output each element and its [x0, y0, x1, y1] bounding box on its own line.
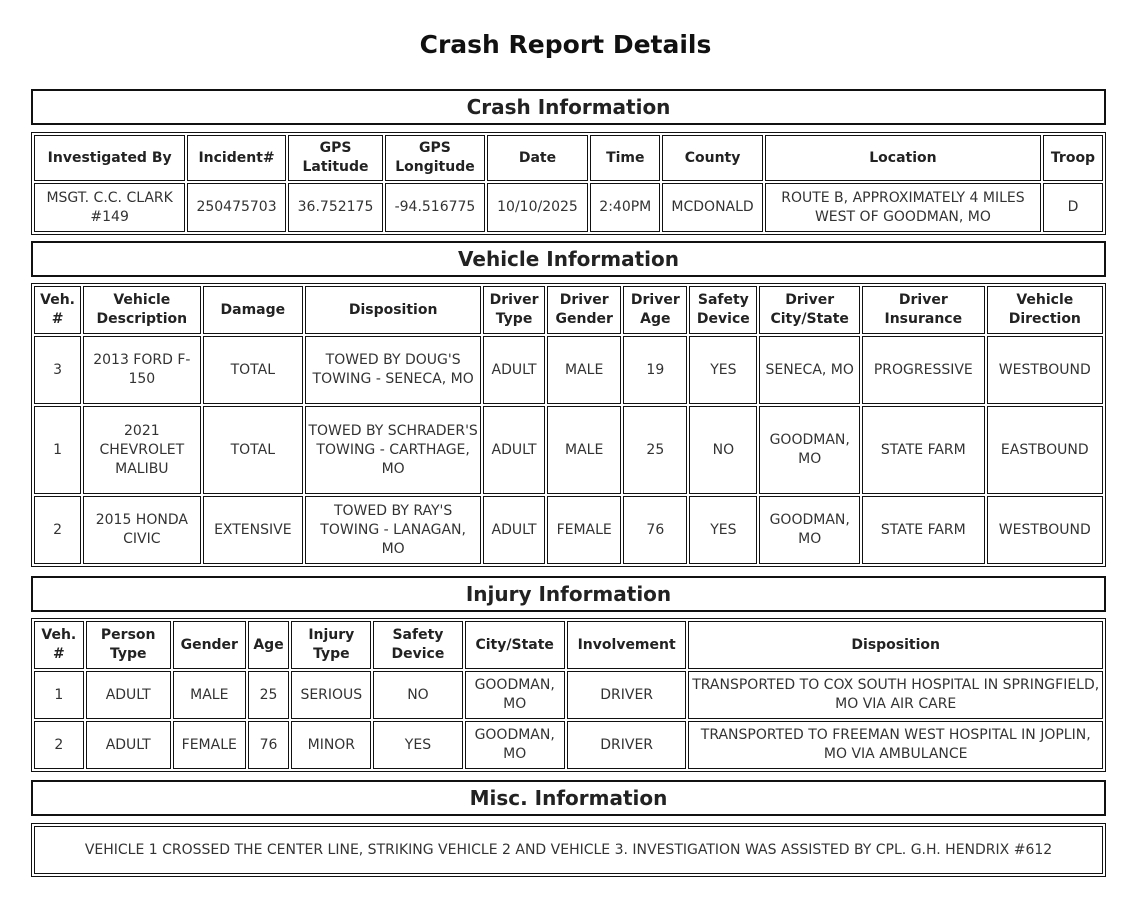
table-cell: -94.516775 — [385, 183, 485, 232]
table-cell: ADULT — [86, 671, 171, 719]
table-cell: 250475703 — [187, 183, 285, 232]
vehicle-header-cell: Driver Age — [623, 286, 687, 334]
crash-header-cell: Date — [487, 135, 589, 181]
table-cell: EASTBOUND — [987, 406, 1103, 494]
crash-header-row — [34, 135, 1103, 181]
vehicle-information-table — [31, 283, 1106, 567]
vehicle-header-cell: Vehicle Description — [83, 286, 200, 334]
table-cell: GOODMAN, MO — [465, 671, 565, 719]
injury-header-cell: Person Type — [86, 621, 171, 669]
table-cell: 76 — [623, 496, 687, 564]
crash-header-cell: GPS Latitude — [288, 135, 383, 181]
injury-header-row — [34, 621, 1103, 669]
table-cell: DRIVER — [567, 721, 687, 769]
injury-header-cell: Involvement — [567, 621, 687, 669]
table-cell: GOODMAN, MO — [465, 721, 565, 769]
table-cell: MALE — [547, 336, 621, 404]
table-row — [34, 336, 1103, 404]
vehicle-header-cell: Vehicle Direction — [987, 286, 1103, 334]
injury-header-cell: Disposition — [688, 621, 1103, 669]
table-cell: ROUTE B, APPROXIMATELY 4 MILES WEST OF GOODMAN, MO — [765, 183, 1041, 232]
table-cell: TOWED BY DOUG'S TOWING - SENECA, MO — [305, 336, 481, 404]
table-cell: NO — [689, 406, 757, 494]
table-cell: YES — [689, 496, 757, 564]
table-cell: EXTENSIVE — [203, 496, 304, 564]
table-row — [34, 406, 1103, 494]
vehicle-header-cell: Damage — [203, 286, 304, 334]
crash-header-cell: Time — [590, 135, 660, 181]
table-cell: GOODMAN, MO — [759, 496, 860, 564]
table-cell: MALE — [547, 406, 621, 494]
table-cell: 2:40PM — [590, 183, 660, 232]
table-cell: 2015 HONDA CIVIC — [83, 496, 200, 564]
table-cell: MINOR — [291, 721, 371, 769]
table-cell: 76 — [248, 721, 290, 769]
table-cell: TOTAL — [203, 406, 304, 494]
vehicle-information-header: Vehicle Information — [31, 241, 1106, 277]
page-title: Crash Report Details — [419, 30, 712, 59]
table-cell: 3 — [34, 336, 81, 404]
injury-header-cell: Age — [248, 621, 290, 669]
injury-information-table — [31, 618, 1106, 772]
table-row — [34, 183, 1103, 232]
table-cell: MSGT. C.C. CLARK #149 — [34, 183, 185, 232]
table-cell: 1 — [34, 671, 84, 719]
table-cell: FEMALE — [173, 721, 246, 769]
table-cell: WESTBOUND — [987, 496, 1103, 564]
crash-header-cell: Investigated By — [34, 135, 185, 181]
vehicle-header-cell: Driver Insurance — [862, 286, 985, 334]
vehicle-header-cell: Veh. # — [34, 286, 81, 334]
table-cell: 2 — [34, 496, 81, 564]
table-cell: SERIOUS — [291, 671, 371, 719]
table-cell: TRANSPORTED TO COX SOUTH HOSPITAL IN SPRINGFIELD, MO VIA AIR CARE — [688, 671, 1103, 719]
injury-header-cell: Gender — [173, 621, 246, 669]
injury-information-header: Injury Information — [31, 576, 1106, 612]
table-cell: ADULT — [483, 406, 545, 494]
table-cell: 2021 CHEVROLET MALIBU — [83, 406, 200, 494]
table-cell: NO — [373, 671, 462, 719]
table-cell: STATE FARM — [862, 496, 985, 564]
table-cell: PROGRESSIVE — [862, 336, 985, 404]
table-cell: ADULT — [483, 336, 545, 404]
vehicle-header-row — [34, 286, 1103, 334]
misc-information-header: Misc. Information — [31, 780, 1106, 816]
table-cell: TOWED BY SCHRADER'S TOWING - CARTHAGE, MO — [305, 406, 481, 494]
crash-header-cell: GPS Longitude — [385, 135, 485, 181]
crash-information-header: Crash Information — [31, 89, 1106, 125]
injury-header-cell: Injury Type — [291, 621, 371, 669]
misc-information-table — [31, 823, 1106, 877]
table-cell: 2 — [34, 721, 84, 769]
table-cell: D — [1043, 183, 1103, 232]
table-cell: DRIVER — [567, 671, 687, 719]
table-cell: 1 — [34, 406, 81, 494]
injury-header-cell: Veh. # — [34, 621, 84, 669]
table-cell: FEMALE — [547, 496, 621, 564]
table-cell: YES — [373, 721, 462, 769]
table-cell: TOTAL — [203, 336, 304, 404]
table-cell: 36.752175 — [288, 183, 383, 232]
table-cell: 10/10/2025 — [487, 183, 589, 232]
table-cell: SENECA, MO — [759, 336, 860, 404]
table-row — [34, 721, 1103, 769]
vehicle-header-cell: Driver Gender — [547, 286, 621, 334]
crash-header-cell: Incident# — [187, 135, 285, 181]
table-cell: 25 — [623, 406, 687, 494]
vehicle-header-cell: Safety Device — [689, 286, 757, 334]
table-row — [34, 496, 1103, 564]
table-cell: MCDONALD — [662, 183, 763, 232]
table-cell: TOWED BY RAY'S TOWING - LANAGAN, MO — [305, 496, 481, 564]
table-cell: 19 — [623, 336, 687, 404]
table-row — [34, 671, 1103, 719]
crash-header-cell: Troop — [1043, 135, 1103, 181]
table-cell: 25 — [248, 671, 290, 719]
table-cell: MALE — [173, 671, 246, 719]
table-row — [34, 826, 1103, 874]
crash-header-cell: County — [662, 135, 763, 181]
table-cell: WESTBOUND — [987, 336, 1103, 404]
table-cell: GOODMAN, MO — [759, 406, 860, 494]
crash-information-table — [31, 132, 1106, 235]
misc-text: VEHICLE 1 CROSSED THE CENTER LINE, STRIKING VEHICLE 2 AND VEHICLE 3. INVESTIGATION WAS ASSISTED BY CPL. G.H. HENDRIX #612 — [34, 826, 1103, 874]
table-cell: ADULT — [86, 721, 171, 769]
crash-header-cell: Location — [765, 135, 1041, 181]
table-cell: ADULT — [483, 496, 545, 564]
table-cell: TRANSPORTED TO FREEMAN WEST HOSPITAL IN JOPLIN, MO VIA AMBULANCE — [688, 721, 1103, 769]
table-cell: 2013 FORD F-150 — [83, 336, 200, 404]
table-cell: YES — [689, 336, 757, 404]
injury-header-cell: Safety Device — [373, 621, 462, 669]
injury-header-cell: City/State — [465, 621, 565, 669]
vehicle-header-cell: Disposition — [305, 286, 481, 334]
vehicle-header-cell: Driver City/State — [759, 286, 860, 334]
table-cell: STATE FARM — [862, 406, 985, 494]
vehicle-header-cell: Driver Type — [483, 286, 545, 334]
